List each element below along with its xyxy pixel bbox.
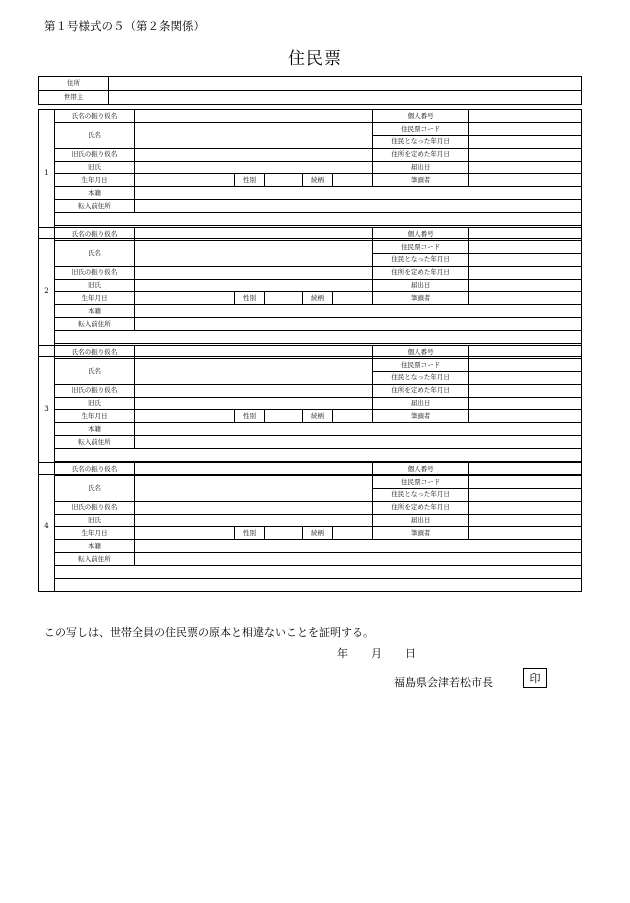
table-row <box>39 122 582 135</box>
page-title: 住民票 <box>288 49 342 69</box>
relation-label: 続柄 <box>303 527 333 540</box>
relation-value <box>333 174 373 187</box>
householder-label: 世帯主 <box>39 91 109 105</box>
address-date-value <box>469 501 582 514</box>
person-number: 2 <box>39 228 55 357</box>
table-row <box>39 346 582 359</box>
table-row <box>39 397 582 410</box>
address-value <box>109 77 582 91</box>
person-record-4 <box>38 462 582 592</box>
table-row <box>39 200 582 213</box>
remarks-line <box>55 566 582 579</box>
table-row <box>39 213 582 226</box>
sex-value <box>265 410 303 423</box>
individual-number-label: 個人番号 <box>373 463 469 476</box>
notification-date-label: 届出日 <box>373 161 469 174</box>
table-row <box>39 449 582 462</box>
table-row <box>39 279 582 292</box>
old-furigana-label: 旧氏の振り仮名 <box>55 148 135 161</box>
furigana-value <box>135 228 373 241</box>
date-year: 年 <box>337 647 348 660</box>
old-name-label: 旧氏 <box>55 161 135 174</box>
resident-code-value <box>469 358 582 371</box>
table-row <box>39 110 582 123</box>
table-row <box>39 514 582 527</box>
address-date-value <box>469 266 582 279</box>
householder-row <box>39 91 582 105</box>
sex-label: 性別 <box>235 174 265 187</box>
birth-value <box>135 410 235 423</box>
furigana-label: 氏名の振り仮名 <box>55 463 135 476</box>
name-label: 氏名 <box>55 122 135 148</box>
prev-address-value <box>135 200 582 213</box>
sex-value <box>265 527 303 540</box>
address-label: 住所 <box>39 77 109 91</box>
table-row <box>39 463 582 476</box>
relation-value <box>333 527 373 540</box>
table-row <box>39 174 582 187</box>
remarks-line <box>55 449 582 462</box>
notification-date-label: 届出日 <box>373 514 469 527</box>
old-name-label: 旧氏 <box>55 397 135 410</box>
table-row <box>39 358 582 371</box>
head-value <box>469 527 582 540</box>
prev-address-value <box>135 318 582 331</box>
table-row <box>39 436 582 449</box>
birth-label: 生年月日 <box>55 527 135 540</box>
person-record-1 <box>38 109 582 239</box>
became-resident-label: 住民となった年月日 <box>373 253 469 266</box>
table-row <box>39 228 582 241</box>
table-row <box>39 540 582 553</box>
became-resident-value <box>469 253 582 266</box>
old-furigana-value <box>135 384 373 397</box>
old-name-value <box>135 279 373 292</box>
table-row <box>39 266 582 279</box>
old-furigana-value <box>135 501 373 514</box>
table-row <box>39 148 582 161</box>
old-name-value <box>135 514 373 527</box>
table-row <box>39 384 582 397</box>
table-row <box>39 305 582 318</box>
head-label: 筆頭者 <box>373 410 469 423</box>
became-resident-label: 住民となった年月日 <box>373 135 469 148</box>
address-row <box>39 77 582 91</box>
address-date-value <box>469 384 582 397</box>
birth-value <box>135 527 235 540</box>
resident-code-value <box>469 240 582 253</box>
prev-address-value <box>135 553 582 566</box>
old-furigana-label: 旧氏の振り仮名 <box>55 384 135 397</box>
person-number: 1 <box>39 110 55 239</box>
honseki-value <box>135 305 582 318</box>
birth-value <box>135 174 235 187</box>
notification-date-value <box>469 161 582 174</box>
became-resident-value <box>469 488 582 501</box>
individual-number-value <box>469 346 582 359</box>
birth-label: 生年月日 <box>55 410 135 423</box>
old-name-value <box>135 397 373 410</box>
table-row <box>39 187 582 200</box>
sex-label: 性別 <box>235 410 265 423</box>
individual-number-label: 個人番号 <box>373 228 469 241</box>
birth-label: 生年月日 <box>55 292 135 305</box>
relation-value <box>333 292 373 305</box>
table-row <box>39 161 582 174</box>
notification-date-value <box>469 397 582 410</box>
individual-number-value <box>469 463 582 476</box>
address-date-label: 住所を定めた年月日 <box>373 266 469 279</box>
table-row <box>39 240 582 253</box>
table-row <box>39 423 582 436</box>
old-name-label: 旧氏 <box>55 514 135 527</box>
notification-date-label: 届出日 <box>373 397 469 410</box>
head-label: 筆頭者 <box>373 292 469 305</box>
householder-value <box>109 91 582 105</box>
individual-number-value <box>469 110 582 123</box>
table-row <box>39 579 582 592</box>
furigana-value <box>135 110 373 123</box>
table-row <box>39 566 582 579</box>
date-line <box>337 645 416 661</box>
became-resident-label: 住民となった年月日 <box>373 488 469 501</box>
address-date-label: 住所を定めた年月日 <box>373 501 469 514</box>
form-number-label: 第１号様式の５（第２条関係） <box>44 19 205 33</box>
seal-box: 印 <box>523 668 547 688</box>
old-name-value <box>135 161 373 174</box>
head-label: 筆頭者 <box>373 527 469 540</box>
head-label: 筆頭者 <box>373 174 469 187</box>
birth-value <box>135 292 235 305</box>
resident-code-value <box>469 122 582 135</box>
old-furigana-label: 旧氏の振り仮名 <box>55 501 135 514</box>
individual-number-label: 個人番号 <box>373 110 469 123</box>
resident-code-label: 住民票コード <box>373 475 469 488</box>
notification-date-value <box>469 514 582 527</box>
table-row <box>39 527 582 540</box>
table-row <box>39 318 582 331</box>
honseki-value <box>135 540 582 553</box>
relation-label: 続柄 <box>303 174 333 187</box>
name-label: 氏名 <box>55 475 135 501</box>
table-row <box>39 331 582 344</box>
table-row <box>39 292 582 305</box>
remarks-line <box>55 331 582 344</box>
table-row <box>39 501 582 514</box>
sex-value <box>265 174 303 187</box>
honseki-label: 本籍 <box>55 423 135 436</box>
name-value <box>135 122 373 148</box>
honseki-label: 本籍 <box>55 305 135 318</box>
furigana-label: 氏名の振り仮名 <box>55 110 135 123</box>
honseki-value <box>135 187 582 200</box>
name-value <box>135 358 373 384</box>
became-resident-label: 住民となった年月日 <box>373 371 469 384</box>
head-value <box>469 174 582 187</box>
person-number: 3 <box>39 346 55 475</box>
name-label: 氏名 <box>55 240 135 266</box>
sex-label: 性別 <box>235 527 265 540</box>
date-month: 月 <box>371 647 382 660</box>
address-date-label: 住所を定めた年月日 <box>373 384 469 397</box>
resident-code-label: 住民票コード <box>373 358 469 371</box>
honseki-value <box>135 423 582 436</box>
old-furigana-label: 旧氏の振り仮名 <box>55 266 135 279</box>
individual-number-value <box>469 228 582 241</box>
person-number: 4 <box>39 463 55 592</box>
relation-label: 続柄 <box>303 410 333 423</box>
mayor-name: 福島県会津若松市長 <box>394 676 493 689</box>
head-value <box>469 292 582 305</box>
sex-label: 性別 <box>235 292 265 305</box>
honseki-label: 本籍 <box>55 540 135 553</box>
birth-label: 生年月日 <box>55 174 135 187</box>
address-date-label: 住所を定めた年月日 <box>373 148 469 161</box>
sex-value <box>265 292 303 305</box>
address-date-value <box>469 148 582 161</box>
resident-code-value <box>469 475 582 488</box>
prev-address-label: 転入前住所 <box>55 200 135 213</box>
prev-address-label: 転入前住所 <box>55 553 135 566</box>
remarks-line <box>55 579 582 592</box>
notification-date-value <box>469 279 582 292</box>
person-record-3 <box>38 345 582 475</box>
furigana-label: 氏名の振り仮名 <box>55 228 135 241</box>
honseki-label: 本籍 <box>55 187 135 200</box>
person-record-2 <box>38 227 582 357</box>
certification-text: この写しは、世帯全員の住民票の原本と相違ないことを証明する。 <box>44 626 374 639</box>
prev-address-label: 転入前住所 <box>55 436 135 449</box>
relation-value <box>333 410 373 423</box>
relation-label: 続柄 <box>303 292 333 305</box>
address-table <box>38 76 582 105</box>
table-row <box>39 553 582 566</box>
table-row <box>39 410 582 423</box>
name-value <box>135 475 373 501</box>
head-value <box>469 410 582 423</box>
name-value <box>135 240 373 266</box>
old-name-label: 旧氏 <box>55 279 135 292</box>
notification-date-label: 届出日 <box>373 279 469 292</box>
furigana-label: 氏名の振り仮名 <box>55 346 135 359</box>
resident-code-label: 住民票コード <box>373 122 469 135</box>
individual-number-label: 個人番号 <box>373 346 469 359</box>
old-furigana-value <box>135 266 373 279</box>
name-label: 氏名 <box>55 358 135 384</box>
resident-code-label: 住民票コード <box>373 240 469 253</box>
prev-address-value <box>135 436 582 449</box>
furigana-value <box>135 463 373 476</box>
became-resident-value <box>469 371 582 384</box>
became-resident-value <box>469 135 582 148</box>
table-row <box>39 475 582 488</box>
date-day: 日 <box>405 647 416 660</box>
old-furigana-value <box>135 148 373 161</box>
remarks-line <box>55 213 582 226</box>
prev-address-label: 転入前住所 <box>55 318 135 331</box>
furigana-value <box>135 346 373 359</box>
